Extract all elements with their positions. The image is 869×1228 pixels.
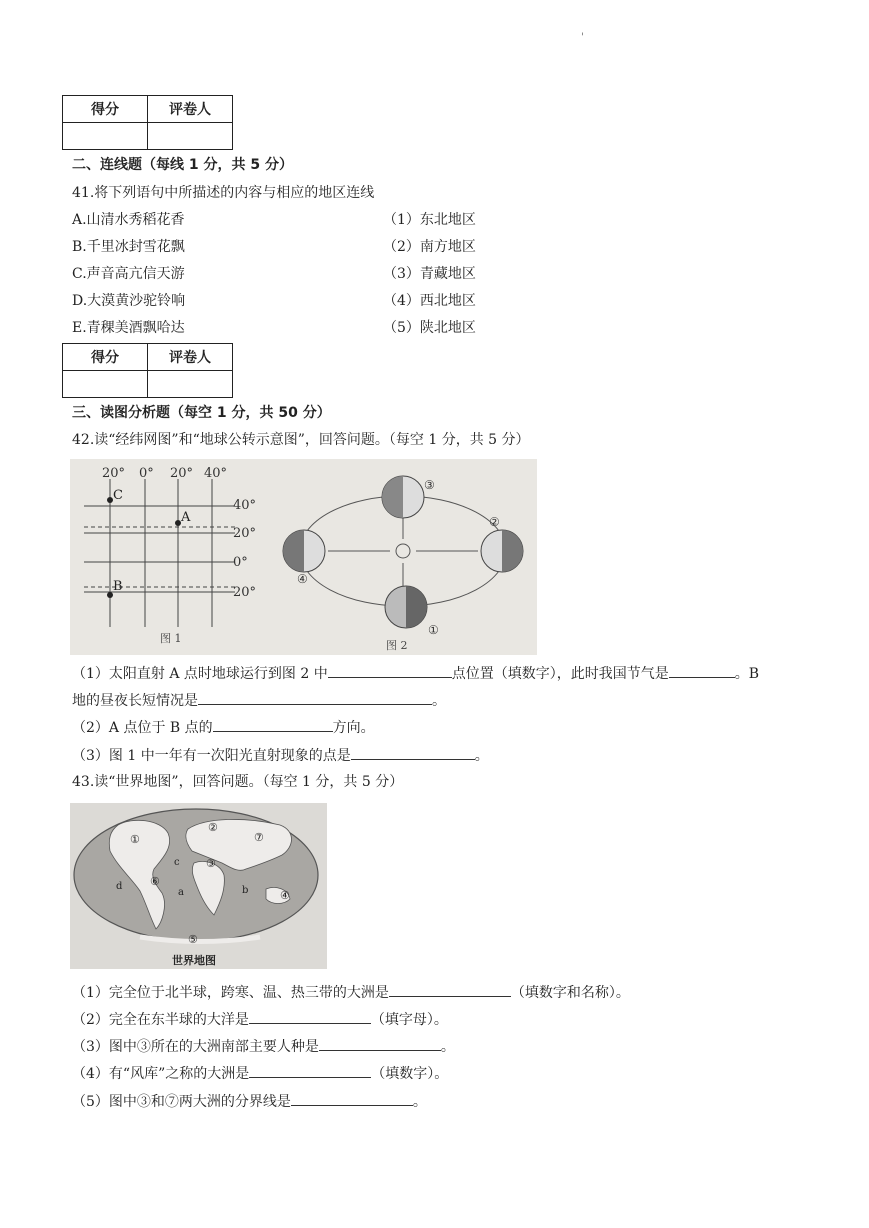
map-label: d (116, 881, 123, 892)
map-label: ② (208, 821, 218, 834)
fig1-caption: 图 1 (160, 632, 182, 645)
grader-cell[interactable] (148, 123, 233, 150)
answer-blank[interactable] (351, 745, 475, 760)
answer-blank[interactable] (669, 663, 735, 678)
grader-cell[interactable] (148, 371, 233, 398)
q43-sub3: （3）图中③所在的大洲南部主要人种是 。 (72, 1036, 455, 1057)
match-left-item[interactable]: B.千里冰封雪花飘 (72, 239, 185, 255)
lon-label: 20° (102, 466, 126, 481)
q41-stem: 41.将下列语句中所描述的内容与相应的地区连线 (72, 185, 375, 201)
match-right-item[interactable]: （1）东北地区 (383, 212, 476, 228)
q42-stem: 42.读“经纬网图”和“地球公转示意图”，回答问题。（每空 1 分，共 5 分） (72, 432, 530, 448)
lat-label: 40° (233, 498, 257, 513)
q43-sub5: （5）图中③和⑦两大洲的分界线是 。 (72, 1091, 427, 1112)
position-label: ④ (297, 572, 308, 586)
section3-title: 三、读图分析题（每空 1 分，共 50 分） (72, 405, 331, 421)
match-left-item[interactable]: A.山清水秀稻花香 (72, 212, 185, 228)
answer-blank[interactable] (213, 717, 333, 732)
match-left-item[interactable]: D.大漠黄沙驼铃响 (72, 293, 186, 309)
q43-stem: 43.读“世界地图”，回答问题。（每空 1 分，共 5 分） (72, 774, 404, 790)
q42-sub2: （2）A 点位于 B 点的 方向。 (72, 717, 375, 738)
grader-header: 评卷人 (148, 344, 233, 371)
lat-label: 20° (233, 526, 257, 541)
position-label: ① (428, 623, 439, 637)
score-header: 得分 (63, 344, 148, 371)
lat-label: 0° (233, 555, 248, 570)
score-cell[interactable] (63, 123, 148, 150)
q42-sub1-line2: 地的昼夜长短情况是 。 (72, 690, 446, 711)
sun-icon (396, 544, 410, 558)
answer-blank[interactable] (389, 982, 511, 997)
match-right-item[interactable]: （2）南方地区 (383, 239, 476, 255)
map-caption: 世界地图 (172, 954, 216, 967)
map-label: ④ (280, 889, 290, 902)
page-mark: ' (581, 32, 584, 43)
score-cell[interactable] (63, 371, 148, 398)
map-label: c (174, 857, 180, 868)
answer-blank[interactable] (291, 1091, 413, 1106)
match-left-item[interactable]: C.声音高亢信天游 (72, 266, 185, 282)
graticule-figure (84, 479, 235, 627)
map-label: a (178, 887, 184, 898)
score-header: 得分 (63, 96, 148, 123)
world-map (70, 803, 327, 969)
q43-sub2: （2）完全在东半球的大洋是 （填字母）。 (72, 1009, 448, 1030)
point-label: B (113, 579, 123, 594)
point-label: C (113, 488, 123, 503)
lon-label: 40° (204, 466, 228, 481)
q42-sub1-line1: （1）太阳直射 A 点时地球运行到图 2 中 点位置（填数字），此时我国节气是 。B (72, 663, 759, 684)
match-left-item[interactable]: E.青稞美酒飘哈达 (72, 320, 185, 336)
q43-sub4: （4）有“风库”之称的大洲是 （填数字）。 (72, 1063, 448, 1084)
position-label: ② (489, 515, 500, 529)
point-label: A (181, 510, 191, 525)
map-label: ③ (206, 857, 216, 870)
score-table (62, 95, 233, 150)
q42-sub3: （3）图 1 中一年有一次阳光直射现象的点是 。 (72, 745, 489, 766)
q43-sub1: （1）完全位于北半球，跨寒、温、热三带的大洲是 （填数字和名称）。 (72, 982, 630, 1003)
world-map-svg (70, 803, 327, 969)
lat-label: 20° (233, 585, 257, 600)
map-label: ① (130, 833, 140, 846)
grader-header: 评卷人 (148, 96, 233, 123)
map-label: ⑦ (254, 831, 264, 844)
fig2-caption: 图 2 (386, 639, 408, 652)
score-table (62, 343, 233, 398)
answer-blank[interactable] (249, 1063, 371, 1078)
section2-title: 二、连线题（每线 1 分，共 5 分） (72, 157, 293, 173)
map-label: b (242, 885, 249, 896)
position-label: ③ (424, 478, 435, 492)
lon-label: 20° (170, 466, 194, 481)
match-right-item[interactable]: （4）西北地区 (383, 293, 476, 309)
orbit-figure (283, 476, 523, 637)
q42-figure-svg (70, 459, 537, 655)
q42-figure (70, 459, 537, 655)
match-right-item[interactable]: （5）陕北地区 (383, 320, 476, 336)
match-right-item[interactable]: （3）青藏地区 (383, 266, 476, 282)
answer-blank[interactable] (249, 1009, 371, 1024)
answer-blank[interactable] (319, 1036, 441, 1051)
lon-label: 0° (139, 466, 154, 481)
map-label: ⑥ (150, 875, 160, 888)
map-label: ⑤ (188, 933, 198, 946)
answer-blank[interactable] (328, 663, 452, 678)
answer-blank[interactable] (198, 690, 432, 705)
